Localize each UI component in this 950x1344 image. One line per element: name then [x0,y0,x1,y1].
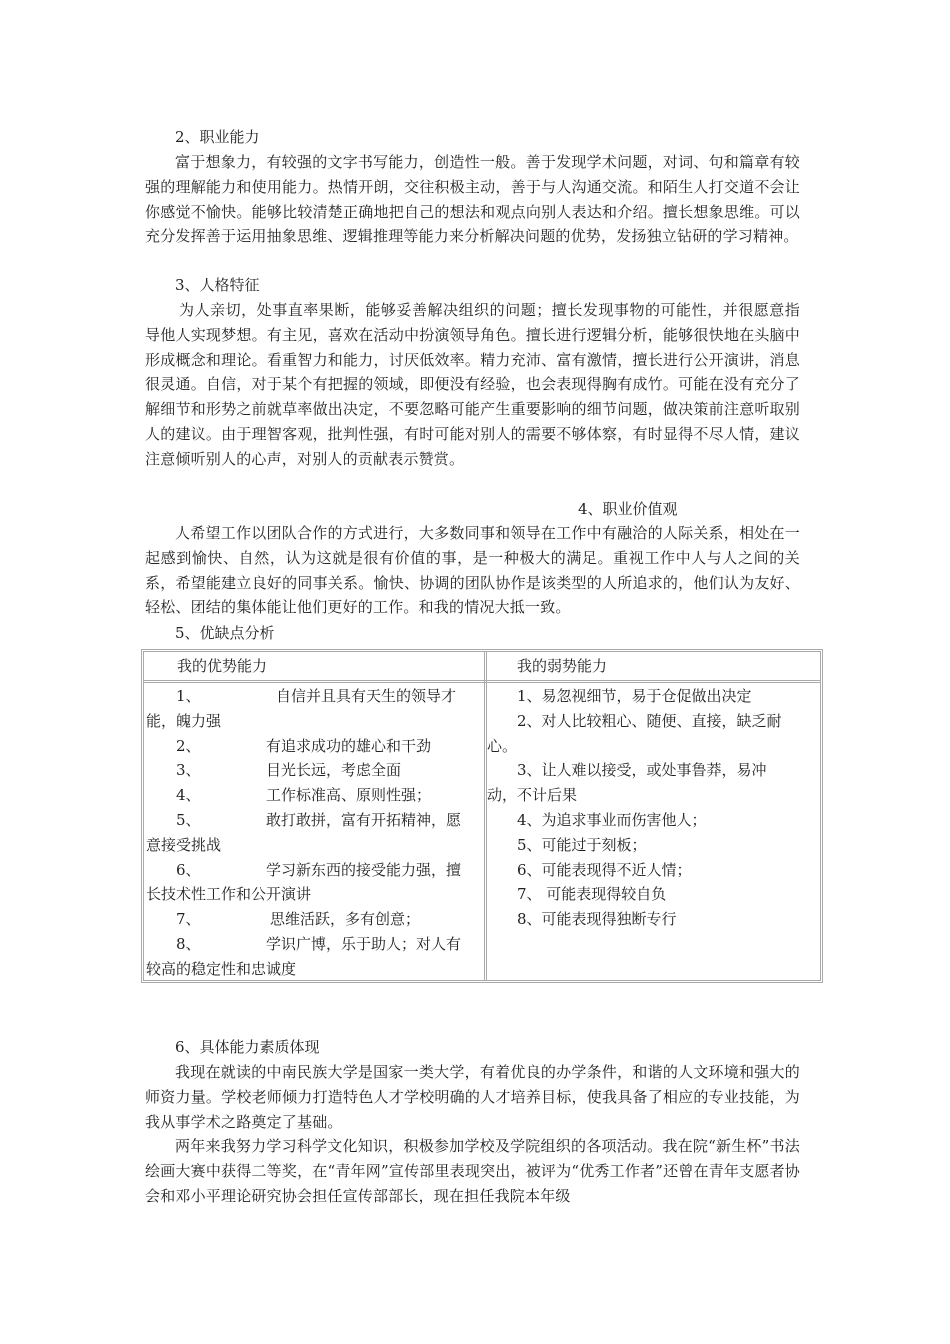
list-item [146,808,483,833]
section-3-heading: 3、人格特征 [175,276,260,294]
weaknesses-list [487,684,820,932]
strength-5-text: 敢打敢拼，富有开拓精神，愿 [266,810,462,829]
strength-6-num: 6、 [176,860,201,879]
list-item [146,684,483,709]
list-item [146,858,483,883]
strength-2-text: 有追求成功的雄心和干劲 [266,736,432,755]
weakness-5: 5、可能过于刻板； [517,835,647,854]
weakness-6: 6、可能表现得不近人情； [517,860,692,879]
list-item [146,783,483,808]
strength-4-num: 4、 [176,786,201,805]
strength-6-text: 学习新东西的接受能力强，擅 [266,860,462,879]
weakness-7: 7、 可能表现得较自负 [517,885,667,904]
section-6-heading: 6、具体能力素质体现 [175,1038,320,1056]
weaknesses-column-header: 我的弱势能力 [517,657,608,675]
section-6-paragraph-1: 我现在就读的中南民族大学是国家一类大学，有着优良的办学条件，和谐的人文环境和强大的师资力量。学校老师倾力打造特色人才学校明确的人才培养目标，使我具备了相应的专业技能，为我从事学术之路奠定了基础。 [145,1063,800,1131]
strengths-list [146,684,483,982]
weakness-3: 3、让人难以接受，或处事鲁莽，易冲 [517,761,767,780]
strength-1-text: 自信并且具有天生的领导才 [276,687,457,705]
section-4-text: 人希望工作以团队合作的方式进行，大多数同事和领导在工作中有融洽的人际关系，相处在一起感到愉快、自然，认为这就是很有价值的事，是一种极大的满足。重视工作中人与人之间的关系，希望能建立良好的同事关系。愉快、协调的团队协作是该类型的人所追求的，他们认为友好、轻松、团结的集体能让他们更好的工作。和我的情况大抵一致。 [145,524,800,617]
weakness-4: 4、为追求事业而伤害他人； [517,810,707,829]
strength-4-text: 工作标准高、原则性强； [266,786,432,805]
section-2-heading: 2、职业能力 [175,128,260,146]
list-item [146,734,483,759]
section-3-text: 为人亲切，处事直率果断，能够妥善解决组织的问题；擅长发现事物的可能性，并很愿意指导他人实现梦想。有主见，喜欢在活动中扮演领导角色。擅长进行逻辑分析，能够很快地在头脑中形成概念和理论。看重智力和能力，讨厌低效率。精力充沛、富有激情，擅长进行公开演讲，消息很灵通。自信，对于某个有把握的领域，即便没有经验，也会表现得胸有成竹。可能在没有充分了解细节和形势之前就草率做出决定，不要忽略可能产生重要影响的细节问题，做决策前注意听取别人的建议。由于理智客观，批判性强，有时可能对别人的需要不够体察，有时显得不尽人情，建议注意倾听别人的心声，对别人的贡献表示赞赏。 [145,301,800,468]
strength-1-num: 1、 [176,687,201,705]
weakness-3-cont: 动，不计后果 [487,786,578,805]
section-2-text: 富于想象力，有较强的文字书写能力，创造性一般。善于发现学术问题，对词、句和篇章有较强的理解能力和使用能力。热情开朗，交往积极主动，善于与人沟通交流。和陌生人打交道不会让你感觉不愉快。能够比较清楚正确地把自己的想法和观点向别人表达和介绍。擅长想象思维。可以充分发挥善于运用抽象思维、逻辑推理等能力来分析解决问题的优势，发扬独立钻研的学习精神。 [145,153,800,246]
strength-5-num: 5、 [176,810,201,829]
strength-7-num: 7、 [176,910,201,929]
list-item [146,907,483,932]
strength-5-cont: 意接受挑战 [146,835,222,854]
strength-3-num: 3、 [176,761,201,780]
section-4-heading: 4、职业价值观 [578,500,678,518]
list-item [146,932,483,957]
section-6-paragraph-2: 两年来我努力学习科学文化知识，积极参加学校及学院组织的各项活动。我在院“新生杯”书法绘画大赛中获得二等奖，在“青年网”宣传部里表现突出，被评为“优秀工作者”还曾在青年支愿者协会和邓小平理论研究协会担任宣传部部长，现在担任我院本年级 [145,1137,800,1205]
strengths-column-header: 我的优势能力 [177,657,268,675]
list-item [146,758,483,783]
strength-6-cont: 长技术性工作和公开演讲 [146,885,312,904]
weakness-2: 2、对人比较粗心、随便、直接，缺乏耐 [517,711,782,730]
strength-8-text: 学识广博，乐于助人；对人有 [266,934,462,953]
weakness-1: 1、易忽视细节，易于仓促做出决定 [517,687,752,705]
strength-7-text: 思维活跃，多有创意； [270,910,421,929]
strengths-weaknesses-table [141,649,823,983]
strength-8-num: 8、 [176,934,201,953]
section-5-heading: 5、优缺点分析 [175,624,275,642]
table-header-divider [144,680,820,683]
strength-1-cont: 能，魄力强 [146,711,222,730]
weakness-8: 8、可能表现得独断专行 [517,910,677,929]
strength-2-num: 2、 [176,736,201,755]
strength-8-cont: 较高的稳定性和忠诚度 [146,959,297,978]
strength-3-text: 目光长远，考虑全面 [266,761,402,780]
weakness-2-cont: 心。 [487,736,518,755]
